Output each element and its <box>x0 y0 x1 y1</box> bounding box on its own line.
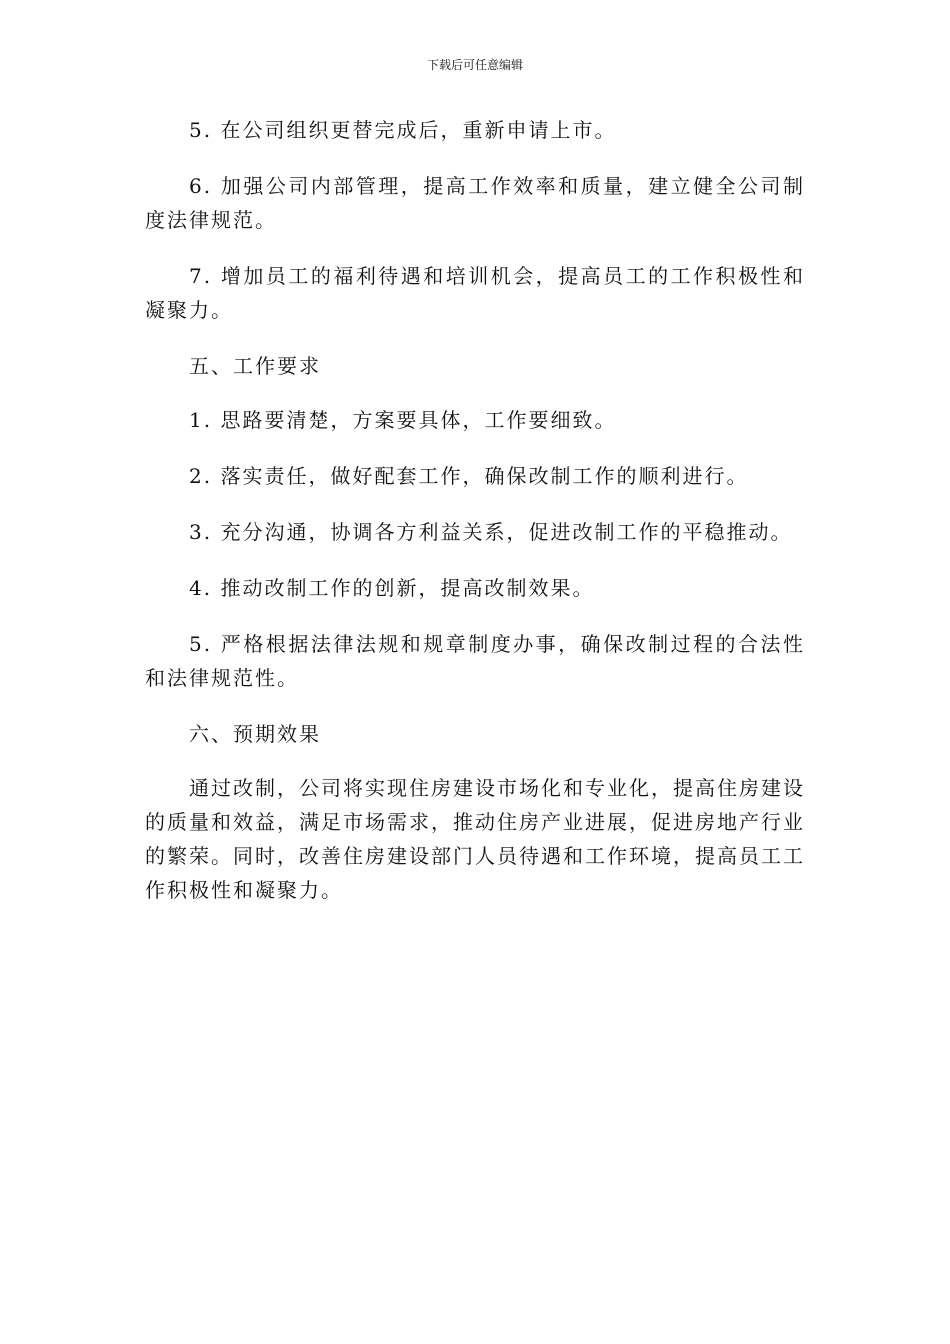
document-body <box>145 113 805 929</box>
requirement-item-5: 5. 严格根据法律法规和规章制度办事，确保改制过程的合法性和法律规范性。 <box>145 632 805 690</box>
page-header: 下载后可任意编辑 <box>426 58 523 72</box>
section-heading-expected-effects: 六、预期效果 <box>189 722 321 746</box>
list-item-7-employee-welfare: 7. 增加员工的福利待遇和培训机会，提高员工的工作积极性和凝聚力。 <box>145 264 805 322</box>
requirement-item-1: 1. 思路要清楚，方案要具体，工作要细致。 <box>189 408 617 432</box>
list-item-6-internal-management: 6. 加强公司内部管理，提高工作效率和质量，建立健全公司制度法律规范。 <box>145 174 805 232</box>
requirement-item-4: 4. 推动改制工作的创新，提高改制效果。 <box>189 576 595 600</box>
section-heading-work-requirements: 五、工作要求 <box>189 354 321 378</box>
list-item-5-relisting: 5. 在公司组织更替完成后，重新申请上市。 <box>189 118 617 142</box>
expected-effects-paragraph: 通过改制，公司将实现住房建设市场化和专业化，提高住房建设的质量和效益，满足市场需求，推动住房产业进展，促进房地产行业的繁荣。同时，改善住房建设部门人员待遇和工作环境，提高员工工作积极性和凝聚力。 <box>145 776 805 902</box>
requirement-item-3: 3. 充分沟通，协调各方利益关系，促进改制工作的平稳推动。 <box>189 520 793 544</box>
requirement-item-2: 2. 落实责任，做好配套工作，确保改制工作的顺利进行。 <box>189 464 749 488</box>
